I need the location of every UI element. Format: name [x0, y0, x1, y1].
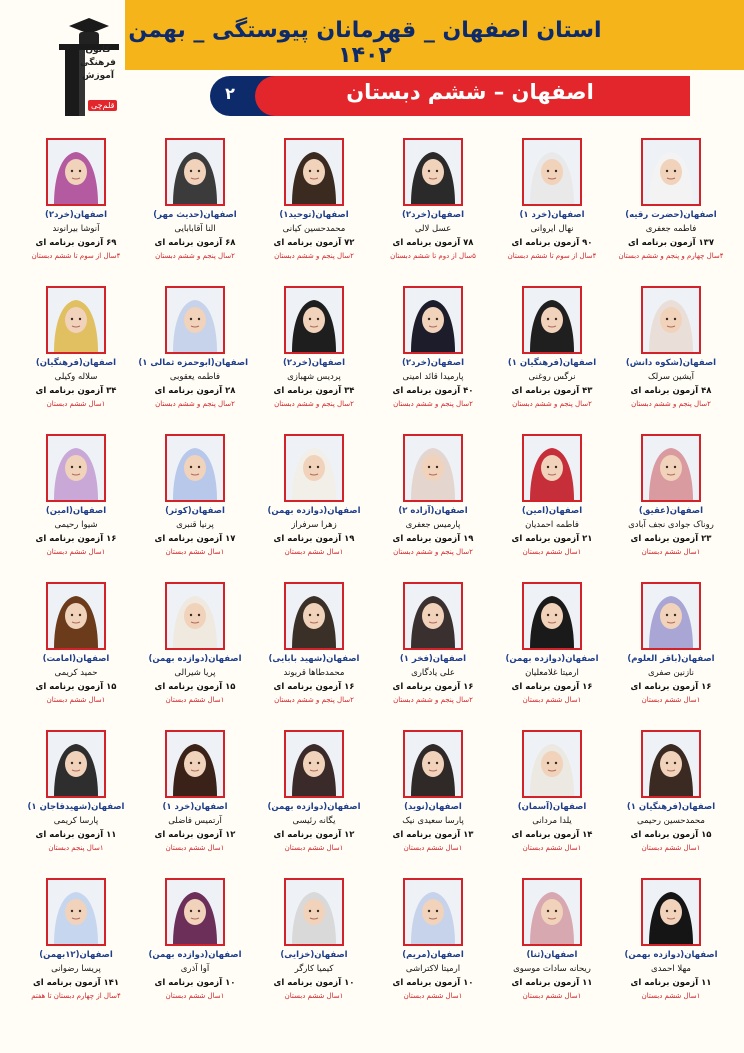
student-card [380, 722, 486, 870]
portrait-icon [286, 288, 342, 352]
student-card [380, 426, 486, 574]
student-school: اصفهان(توحید۱) [279, 210, 349, 220]
student-exams: ۱۶ آزمون برنامه ای [35, 534, 117, 544]
student-school: اصفهان(مریم) [402, 950, 464, 960]
portrait-icon [167, 880, 223, 944]
student-years: ۱سال ششم دبستان [641, 844, 701, 852]
student-card [23, 722, 129, 870]
student-years: ۲سال پنجم و ششم دبستان [393, 400, 473, 408]
student-exams: ۱۶ آزمون برنامه ای [273, 682, 355, 692]
student-years: ۱سال ششم دبستان [403, 844, 463, 852]
student-name: آنوشا بیرانوند [52, 224, 100, 234]
portrait-icon [167, 288, 223, 352]
student-name: یگانه رئیسی [292, 816, 336, 826]
student-card [261, 870, 367, 1018]
student-photo [165, 434, 225, 502]
portrait-icon [643, 288, 699, 352]
student-years: ۲سال پنجم و ششم دبستان [274, 696, 354, 704]
student-card [618, 722, 724, 870]
student-photo [522, 730, 582, 798]
portrait-icon [643, 436, 699, 500]
student-name: ارمیتا غلامعلیان [525, 668, 579, 678]
student-card [23, 870, 129, 1018]
student-name: پارسا سعیدی نیک [402, 816, 464, 826]
student-school: اصفهان(امامت) [42, 654, 110, 664]
student-photo [46, 286, 106, 354]
student-card [618, 574, 724, 722]
student-exams: ۱۴ آزمون برنامه ای [511, 830, 593, 840]
student-exams: ۴۰ آزمون برنامه ای [392, 386, 474, 396]
student-photo [284, 730, 344, 798]
portrait-icon [286, 436, 342, 500]
student-card [261, 722, 367, 870]
student-exams: ۱۹ آزمون برنامه ای [273, 534, 355, 544]
student-exams: ۳۴ آزمون برنامه ای [273, 386, 355, 396]
student-name: روناک جوادی نجف آبادی [628, 520, 714, 530]
student-years: ۱سال ششم دبستان [522, 548, 582, 556]
student-name: آرتمیس فاضلی [168, 816, 222, 826]
student-exams: ۲۸ آزمون برنامه ای [154, 386, 236, 396]
student-exams: ۴۸ آزمون برنامه ای [630, 386, 712, 396]
student-years: ۱سال ششم دبستان [165, 548, 225, 556]
student-years: ۲سال پنجم و ششم دبستان [393, 548, 473, 556]
student-years: ۲سال پنجم و ششم دبستان [155, 252, 235, 260]
portrait-icon [286, 584, 342, 648]
student-name: شیوا رحیمی [54, 520, 98, 530]
student-exams: ۴۳ آزمون برنامه ای [511, 386, 593, 396]
student-years: ۱سال ششم دبستان [522, 992, 582, 1000]
portrait-icon [643, 880, 699, 944]
student-card [499, 278, 605, 426]
student-exams: ۱۵ آزمون برنامه ای [630, 830, 712, 840]
student-school: اصفهان(شهید بابایی) [268, 654, 360, 664]
student-years: ۲سال پنجم و ششم دبستان [512, 400, 592, 408]
student-photo [403, 878, 463, 946]
student-card [380, 278, 486, 426]
student-school: اصفهان(کوثر) [165, 506, 225, 516]
portrait-icon [405, 436, 461, 500]
student-name: آیشین سرلک [647, 372, 695, 382]
student-years: ۲سال پنجم و ششم دبستان [631, 400, 711, 408]
portrait-icon [524, 732, 580, 796]
student-card [499, 130, 605, 278]
student-card [380, 130, 486, 278]
student-name: فاطمه جعفری [645, 224, 697, 234]
student-name: پریا شیرالی [174, 668, 216, 678]
student-exams: ۶۸ آزمون برنامه ای [154, 238, 236, 248]
student-photo [284, 878, 344, 946]
student-name: ارمیتا لاکتراشی [405, 964, 461, 974]
student-name: النا آقابابایی [174, 224, 216, 234]
student-school: اصفهان(شکوه دانش) [625, 358, 717, 368]
student-card [261, 130, 367, 278]
student-school: اصفهان(حضرت رقیه) [625, 210, 717, 220]
portrait-icon [405, 140, 461, 204]
student-exams: ۱۴۱ آزمون برنامه ای [32, 978, 120, 988]
portrait-icon [405, 732, 461, 796]
student-card [142, 870, 248, 1018]
student-exams: ۱۶ آزمون برنامه ای [630, 682, 712, 692]
student-school: اصفهان(آسمان) [517, 802, 587, 812]
student-photo [403, 730, 463, 798]
student-photo [284, 286, 344, 354]
student-photo [403, 138, 463, 206]
student-card [499, 574, 605, 722]
student-school: اصفهان(دوازده بهمن) [267, 506, 361, 516]
student-name: نهال ایروانی [530, 224, 574, 234]
portrait-icon [643, 140, 699, 204]
portrait-icon [286, 880, 342, 944]
student-exams: ۱۰ آزمون برنامه ای [154, 978, 236, 988]
student-name: سلاله وکیلی [54, 372, 98, 382]
student-exams: ۱۱ آزمون برنامه ای [630, 978, 712, 988]
student-photo [641, 878, 701, 946]
student-name: زهرا سرفراز [291, 520, 337, 530]
student-photo [284, 582, 344, 650]
student-years: ۱سال ششم دبستان [641, 696, 701, 704]
student-photo [522, 286, 582, 354]
student-name: فاطمه احمدیان [525, 520, 579, 530]
student-photo [522, 878, 582, 946]
portrait-icon [48, 880, 104, 944]
student-card [23, 130, 129, 278]
logo-badge: قلم‌چی [88, 100, 117, 111]
portrait-icon [405, 584, 461, 648]
student-exams: ۱۶ آزمون برنامه ای [392, 682, 474, 692]
student-name: حمید کریمی [54, 668, 98, 678]
student-name: پردیس شهبازی [287, 372, 341, 382]
portrait-icon [48, 732, 104, 796]
student-name: نازنین صفری [647, 668, 695, 678]
student-card [142, 574, 248, 722]
student-years: ۱سال ششم دبستان [403, 992, 463, 1000]
student-photo [46, 730, 106, 798]
student-card [23, 426, 129, 574]
student-school: اصفهان(دوازده بهمن) [148, 950, 242, 960]
student-exams: ۱۹ آزمون برنامه ای [392, 534, 474, 544]
student-card [138, 278, 248, 426]
student-years: ۱سال ششم دبستان [284, 844, 344, 852]
student-school: اصفهان(نوید) [404, 802, 462, 812]
student-exams: ۶۹ آزمون برنامه ای [35, 238, 117, 248]
student-years: ۱سال ششم دبستان [46, 696, 106, 704]
portrait-icon [48, 584, 104, 648]
portrait-icon [643, 732, 699, 796]
student-years: ۱سال ششم دبستان [522, 696, 582, 704]
student-name: پرنیا قنبری [176, 520, 214, 530]
page-subtitle: اصفهان – ششم دبستان [346, 80, 594, 104]
student-name: آوا آذری [180, 964, 210, 974]
student-years: ۱سال ششم دبستان [284, 992, 344, 1000]
student-photo [522, 582, 582, 650]
student-name: محمدحسین رحیمی [637, 816, 705, 826]
student-school: اصفهان(فرهنگیان) [35, 358, 117, 368]
student-years: ۱سال ششم دبستان [641, 548, 701, 556]
student-school: اصفهان(خرد۲) [44, 210, 108, 220]
student-school: اصفهان(خزایی) [280, 950, 348, 960]
page-number: ۲ [225, 84, 235, 103]
student-school: اصفهان(خرد ۱) [162, 802, 228, 812]
student-school: اصفهان(۱۲بهمن) [39, 950, 113, 960]
student-school: اصفهان(فرهنگیان ۱) [626, 802, 716, 812]
student-photo [46, 582, 106, 650]
student-exams: ۱۰ آزمون برنامه ای [392, 978, 474, 988]
portrait-icon [48, 288, 104, 352]
student-years: ۲سال پنجم و ششم دبستان [274, 400, 354, 408]
student-exams: ۱۰ آزمون برنامه ای [273, 978, 355, 988]
portrait-icon [524, 140, 580, 204]
student-years: ۱سال ششم دبستان [284, 548, 344, 556]
page-title: استان اصفهان _ قهرمانان پیوستگی _ بهمن ۱۴۰۲ [128, 18, 602, 68]
student-years: ۴سال از چهارم دبستان تا هفتم [31, 992, 121, 1000]
portrait-icon [167, 140, 223, 204]
student-school: اصفهان(امین) [521, 506, 583, 516]
student-photo [165, 878, 225, 946]
student-name: پارمیدا قائد امینی [402, 372, 464, 382]
student-exams: ۱۵ آزمون برنامه ای [35, 682, 117, 692]
student-card [261, 426, 367, 574]
student-years: ۴سال چهارم و پنجم و ششم دبستان [618, 252, 724, 260]
portrait-icon [167, 732, 223, 796]
student-photo [403, 582, 463, 650]
student-card [380, 870, 486, 1018]
student-name: مهلا احمدی [651, 964, 691, 974]
student-exams: ۱۶ آزمون برنامه ای [511, 682, 593, 692]
student-school: اصفهان(فخر ۱) [399, 654, 467, 664]
student-years: ۲سال پنجم و ششم دبستان [274, 252, 354, 260]
portrait-icon [524, 880, 580, 944]
student-name: یلدا مردانی [532, 816, 572, 826]
student-years: ۴سال از سوم تا ششم دبستان [31, 252, 121, 260]
student-school: اصفهان(امین) [45, 506, 107, 516]
student-name: ریحانه سادات موسوی [513, 964, 591, 974]
student-name: نرگس روغنی [528, 372, 576, 382]
student-name: فاطمه یعقوبی [169, 372, 221, 382]
student-school: اصفهان(ابوحمزه ثمالی ۱) [138, 358, 248, 368]
student-exams: ۱۲ آزمون برنامه ای [273, 830, 355, 840]
student-photo [165, 730, 225, 798]
student-card [618, 278, 724, 426]
student-exams: ۱۷ آزمون برنامه ای [154, 534, 236, 544]
student-exams: ۷۲ آزمون برنامه ای [273, 238, 355, 248]
student-years: ۱سال ششم دبستان [165, 992, 225, 1000]
student-name: محمدحسین کیانی [282, 224, 346, 234]
portrait-icon [524, 436, 580, 500]
student-photo [522, 138, 582, 206]
portrait-icon [167, 436, 223, 500]
student-card [499, 722, 605, 870]
student-photo [165, 582, 225, 650]
student-years: ۱سال ششم دبستان [522, 844, 582, 852]
student-years: ۱سال ششم دبستان [46, 400, 106, 408]
student-years: ۲سال پنجم و ششم دبستان [155, 400, 235, 408]
portrait-icon [48, 436, 104, 500]
student-photo [403, 286, 463, 354]
student-years: ۱سال ششم دبستان [641, 992, 701, 1000]
student-photo [165, 286, 225, 354]
student-school: اصفهان(خرد ۱) [519, 210, 585, 220]
student-school: اصفهان(ثنا) [526, 950, 578, 960]
students-grid [20, 130, 724, 1018]
student-photo [284, 138, 344, 206]
student-photo [403, 434, 463, 502]
student-exams: ۱۱ آزمون برنامه ای [35, 830, 117, 840]
student-years: ۱سال پنجم دبستان [48, 844, 104, 852]
portrait-icon [167, 584, 223, 648]
student-name: پریسا رضوانی [51, 964, 101, 974]
student-exams: ۱۳ آزمون برنامه ای [392, 830, 474, 840]
student-photo [641, 582, 701, 650]
student-years: ۲سال پنجم و ششم دبستان [393, 696, 473, 704]
student-name: علی یادگاری [411, 668, 455, 678]
student-years: ۱سال ششم دبستان [165, 844, 225, 852]
logo-text: کانون فرهنگی آموزش [80, 45, 116, 81]
student-school: اصفهان(حدیث مهر) [153, 210, 237, 220]
student-card [380, 574, 486, 722]
student-years: ۱سال ششم دبستان [46, 548, 106, 556]
student-school: اصفهان(عقیق) [638, 506, 704, 516]
student-name: کیمیا کارگر [294, 964, 334, 974]
portrait-icon [286, 732, 342, 796]
student-exams: ۲۳ آزمون برنامه ای [630, 534, 712, 544]
student-card [499, 870, 605, 1018]
student-photo [46, 434, 106, 502]
student-years: ۵سال از دوم تا ششم دبستان [390, 252, 476, 260]
student-exams: ۱۵ آزمون برنامه ای [154, 682, 236, 692]
student-card [618, 870, 724, 1018]
student-card [23, 278, 129, 426]
student-school: اصفهان(شهیدقاجان ۱) [27, 802, 125, 812]
student-school: اصفهان(خرد۲) [282, 358, 346, 368]
student-card [618, 426, 724, 574]
student-card [142, 426, 248, 574]
student-photo [284, 434, 344, 502]
portrait-icon [286, 140, 342, 204]
student-photo [522, 434, 582, 502]
portrait-icon [405, 880, 461, 944]
student-card [142, 130, 248, 278]
student-school: اصفهان(دوازده بهمن) [505, 654, 599, 664]
student-school: اصفهان(خرد۲) [401, 210, 465, 220]
student-card [23, 574, 129, 722]
portrait-icon [524, 584, 580, 648]
student-card [618, 130, 724, 278]
student-photo [46, 138, 106, 206]
student-photo [641, 138, 701, 206]
student-card [261, 574, 367, 722]
student-exams: ۱۳۷ آزمون برنامه ای [627, 238, 715, 248]
student-name: پارمیس جعفری [405, 520, 461, 530]
student-years: ۴سال از سوم تا ششم دبستان [507, 252, 597, 260]
student-school: اصفهان(دوازده بهمن) [624, 950, 718, 960]
student-photo [641, 286, 701, 354]
student-exams: ۱۲ آزمون برنامه ای [154, 830, 236, 840]
portrait-icon [643, 584, 699, 648]
student-photo [641, 434, 701, 502]
student-school: اصفهان(دوازده بهمن) [148, 654, 242, 664]
student-card [261, 278, 367, 426]
student-school: اصفهان(آزاده ۲) [398, 506, 468, 516]
student-name: عسل لالی [414, 224, 452, 234]
student-school: اصفهان(فرهنگیان ۱) [507, 358, 597, 368]
student-name: محمدطاها قربوند [283, 668, 345, 678]
student-years: ۱سال ششم دبستان [165, 696, 225, 704]
portrait-icon [524, 288, 580, 352]
student-school: اصفهان(باقر العلوم) [627, 654, 715, 664]
student-photo [641, 730, 701, 798]
student-exams: ۷۸ آزمون برنامه ای [392, 238, 474, 248]
student-school: اصفهان(دوازده بهمن) [267, 802, 361, 812]
student-photo [165, 138, 225, 206]
student-exams: ۱۱ آزمون برنامه ای [511, 978, 593, 988]
student-photo [46, 878, 106, 946]
student-exams: ۹۰ آزمون برنامه ای [511, 238, 593, 248]
student-card [499, 426, 605, 574]
student-school: اصفهان(خرد۲) [401, 358, 465, 368]
student-card [142, 722, 248, 870]
portrait-icon [48, 140, 104, 204]
student-exams: ۲۱ آزمون برنامه ای [511, 534, 593, 544]
portrait-icon [405, 288, 461, 352]
student-exams: ۳۴ آزمون برنامه ای [35, 386, 117, 396]
student-name: پارسا کریمی [53, 816, 99, 826]
